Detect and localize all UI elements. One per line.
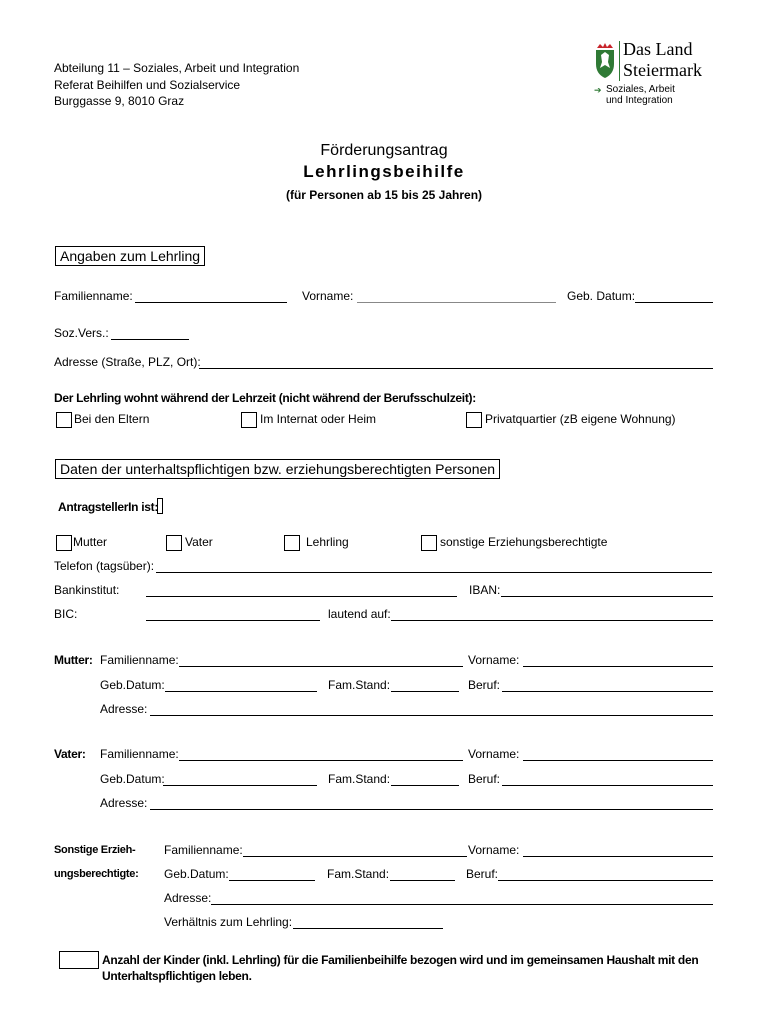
checkbox-vater[interactable]	[166, 535, 182, 551]
section-heading-lehrling: Angaben zum Lehrling	[55, 246, 205, 266]
input-mutter-famstand[interactable]	[391, 691, 459, 692]
label-opt-vater: Vater	[185, 535, 213, 549]
label-sonstige-1: Sonstige Erzieh-	[54, 844, 136, 856]
logo-arrow-icon: ➔	[594, 85, 602, 95]
label-antragstellerin: AntragstellerIn ist:	[58, 500, 159, 514]
input-mutter-adresse[interactable]	[150, 715, 713, 716]
input-vater-beruf[interactable]	[502, 785, 713, 786]
label-vater: Vater:	[54, 747, 86, 761]
input-sonstige-famstand[interactable]	[390, 880, 455, 881]
input-anzahl-kinder[interactable]	[59, 951, 99, 969]
coat-of-arms-logo	[594, 42, 616, 80]
input-sonstige-geb[interactable]	[229, 880, 315, 881]
label-internat-heim: Im Internat oder Heim	[260, 412, 377, 426]
input-sonstige-beruf[interactable]	[498, 880, 713, 881]
label-mutter-vorname: Vorname:	[468, 653, 520, 667]
checkbox-privatquartier[interactable]	[466, 412, 482, 428]
label-mutter-familienname: Familienname:	[100, 653, 179, 667]
label-vater-familienname: Familienname:	[100, 747, 179, 761]
label-sonstige-geb: Geb.Datum:	[164, 867, 229, 881]
label-mutter-geb: Geb.Datum:	[100, 678, 165, 692]
input-mutter-beruf[interactable]	[502, 691, 713, 692]
input-mutter-vorname[interactable]	[523, 666, 713, 667]
input-bankinstitut[interactable]	[146, 596, 457, 597]
checkbox-internat-heim[interactable]	[241, 412, 257, 428]
form-title-subtitle: (für Personen ab 15 bis 25 Jahren)	[285, 188, 483, 202]
label-lehrling-geb-datum: Geb. Datum:	[567, 289, 636, 303]
logo-text-steiermark: Steiermark	[623, 60, 702, 80]
label-vater-geb: Geb.Datum:	[100, 772, 165, 786]
dept-referat: Referat Beihilfen und Sozialservice	[54, 78, 241, 92]
label-bei-den-eltern: Bei den Eltern	[74, 412, 150, 426]
label-sonstige-beruf: Beruf:	[466, 867, 499, 881]
input-mutter-geb[interactable]	[165, 691, 317, 692]
input-sonstige-verhaeltnis[interactable]	[293, 928, 443, 929]
label-bankinstitut: Bankinstitut:	[54, 583, 120, 597]
label-sonstige-familienname: Familienname:	[164, 843, 243, 857]
checkbox-bei-den-eltern[interactable]	[56, 412, 72, 428]
label-mutter-beruf: Beruf:	[468, 678, 501, 692]
label-privatquartier: Privatquartier (zB eigene Wohnung)	[485, 412, 676, 426]
label-mutter: Mutter:	[54, 653, 93, 667]
input-lautend-auf[interactable]	[391, 620, 713, 621]
label-anzahl-kinder-2: Unterhaltspflichtigen leben.	[102, 969, 252, 983]
section-heading-erziehungsberechtigte: Daten der unterhaltspflichtigen bzw. erziehungsberechtigten Personen	[55, 459, 500, 479]
dept-address: Burggasse 9, 8010 Graz	[54, 94, 185, 108]
checkbox-mutter[interactable]	[56, 535, 72, 551]
input-iban[interactable]	[501, 596, 713, 597]
label-vater-beruf: Beruf:	[468, 772, 501, 786]
input-vater-familienname[interactable]	[179, 760, 463, 761]
label-mutter-adresse: Adresse:	[100, 702, 148, 716]
input-vater-famstand[interactable]	[391, 785, 459, 786]
input-mutter-familienname[interactable]	[179, 666, 463, 667]
input-sonstige-adresse[interactable]	[211, 904, 713, 905]
input-telefon[interactable]	[156, 572, 712, 573]
form-title-type: Förderungsantrag	[320, 142, 448, 159]
input-antragstellerin[interactable]	[157, 498, 163, 514]
label-lehrling-familienname: Familienname:	[54, 289, 133, 303]
label-opt-mutter: Mutter	[73, 535, 108, 549]
input-lehrling-adresse[interactable]	[199, 368, 713, 369]
label-iban: IBAN:	[469, 583, 501, 597]
wohnsituation-question: Der Lehrling wohnt während der Lehrzeit (nicht während der Berufsschulzeit):	[54, 391, 476, 405]
label-sonstige-vorname: Vorname:	[468, 843, 520, 857]
label-bic: BIC:	[54, 607, 78, 621]
label-sonstige-verhaeltnis: Verhältnis zum Lehrling:	[164, 915, 293, 929]
label-opt-sonstige: sonstige Erziehungsberechtigte	[440, 535, 608, 549]
label-vater-adresse: Adresse:	[100, 796, 148, 810]
label-sonstige-2: ungsberechtigte:	[54, 868, 139, 880]
form-title-main: Lehrlingsbeihilfe	[303, 162, 465, 181]
input-lehrling-vorname[interactable]	[357, 302, 556, 303]
input-sonstige-vorname[interactable]	[523, 856, 713, 857]
label-lautend-auf: lautend auf:	[328, 607, 391, 621]
label-vater-famstand: Fam.Stand:	[328, 772, 391, 786]
logo-sub-1: Soziales, Arbeit	[606, 84, 675, 95]
checkbox-sonstige[interactable]	[421, 535, 437, 551]
label-lehrling-vorname: Vorname:	[302, 289, 354, 303]
input-vater-adresse[interactable]	[150, 809, 713, 810]
input-vater-geb[interactable]	[163, 785, 317, 786]
label-soz-vers: Soz.Vers.:	[54, 326, 109, 340]
label-vater-vorname: Vorname:	[468, 747, 520, 761]
label-lehrling-adresse: Adresse (Straße, PLZ, Ort):	[54, 355, 201, 369]
input-vater-vorname[interactable]	[523, 760, 713, 761]
label-anzahl-kinder-1: Anzahl der Kinder (inkl. Lehrling) für die Familienbeihilfe bezogen wird und im gemeinsamen Haushalt mit den	[102, 953, 699, 967]
label-sonstige-famstand: Fam.Stand:	[327, 867, 390, 881]
input-sonstige-familienname[interactable]	[243, 856, 467, 857]
input-bic[interactable]	[146, 620, 320, 621]
label-mutter-famstand: Fam.Stand:	[328, 678, 391, 692]
label-opt-lehrling: Lehrling	[306, 535, 349, 549]
input-lehrling-geb-datum[interactable]	[635, 302, 713, 303]
dept-name: Abteilung 11 – Soziales, Arbeit und Integration	[54, 61, 300, 75]
input-lehrling-familienname[interactable]	[135, 302, 287, 303]
logo-sub-2: und Integration	[606, 95, 673, 106]
checkbox-lehrling[interactable]	[284, 535, 300, 551]
logo-divider	[619, 41, 620, 81]
label-telefon: Telefon (tagsüber):	[54, 559, 155, 573]
logo-text-das-land: Das Land	[623, 39, 693, 59]
label-sonstige-adresse: Adresse:	[164, 891, 212, 905]
input-soz-vers[interactable]	[111, 339, 189, 340]
